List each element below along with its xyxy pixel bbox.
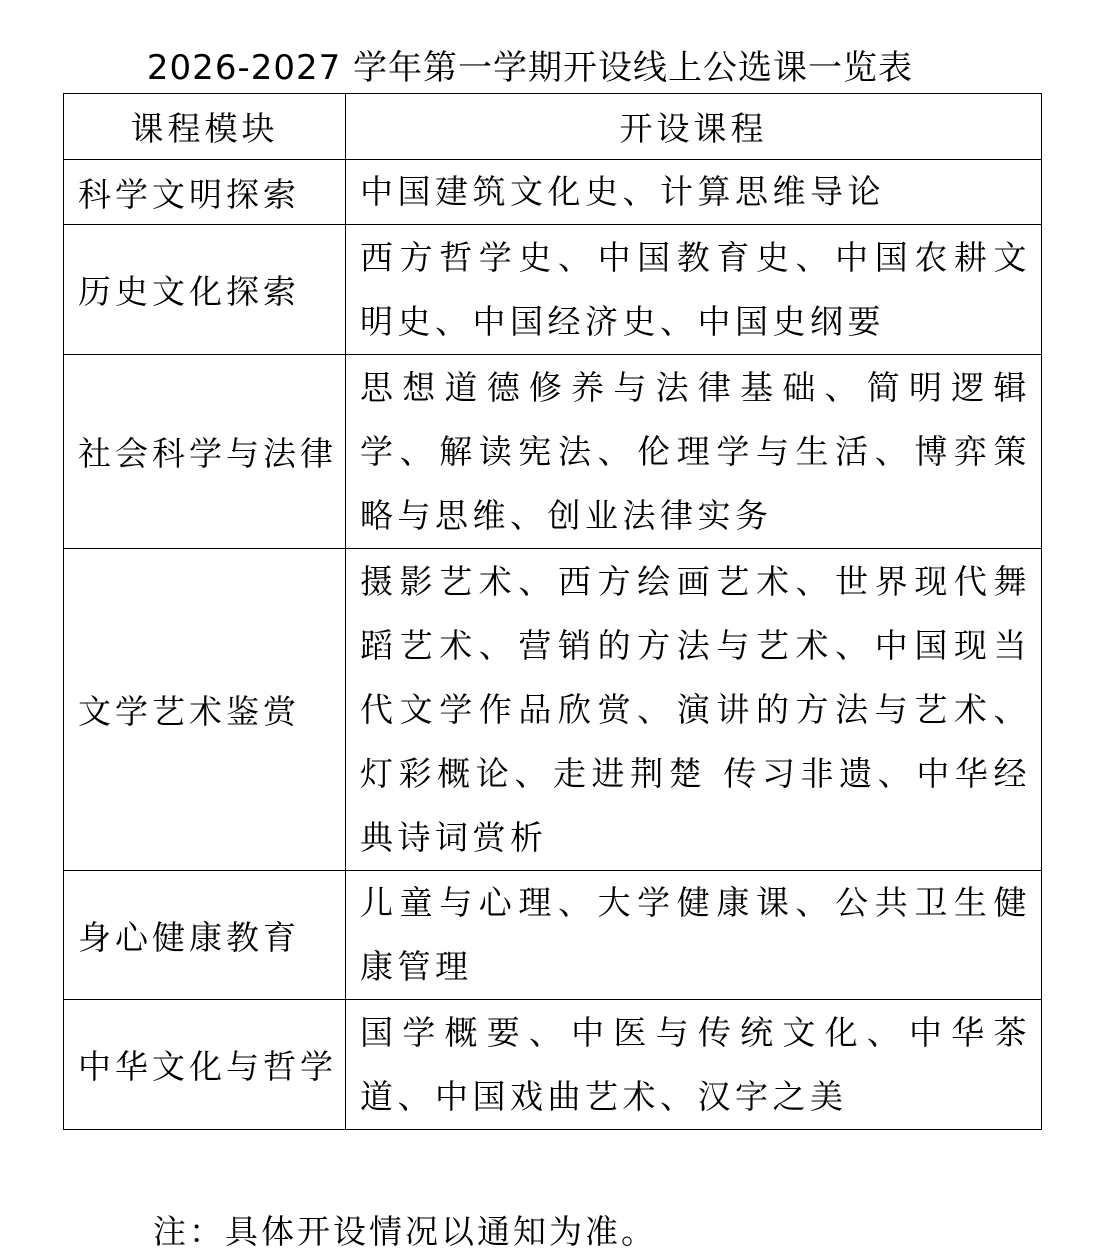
header-module: 课程模块 bbox=[64, 94, 346, 160]
courses-cell: 西方哲学史、中国教育史、中国农耕文明史、中国经济史、中国史纲要 bbox=[346, 225, 1042, 355]
table-header-row bbox=[64, 94, 1042, 160]
table-row bbox=[64, 871, 1042, 1000]
courses-cell: 国学概要、中医与传统文化、中华茶道、中国戏曲艺术、汉字之美 bbox=[346, 1000, 1042, 1130]
module-cell: 科学文明探索 bbox=[64, 160, 346, 225]
module-cell: 身心健康教育 bbox=[64, 871, 346, 1000]
courses-cell: 摄影艺术、西方绘画艺术、世界现代舞蹈艺术、营销的方法与艺术、中国现当代文学作品欣赏、演讲的方法与艺术、灯彩概论、走进荆楚 传习非遗、中华经典诗词赏析 bbox=[346, 549, 1042, 871]
table-row bbox=[64, 355, 1042, 549]
page-title: 2026-2027 学年第一学期开设线上公选课一览表 bbox=[146, 48, 914, 88]
table-row bbox=[64, 549, 1042, 871]
module-cell: 社会科学与法律 bbox=[64, 355, 346, 549]
module-cell: 历史文化探索 bbox=[64, 225, 346, 355]
table-row bbox=[64, 1000, 1042, 1130]
module-cell: 文学艺术鉴赏 bbox=[64, 549, 346, 871]
courses-cell: 儿童与心理、大学健康课、公共卫生健康管理 bbox=[346, 871, 1042, 1000]
header-courses: 开设课程 bbox=[346, 94, 1042, 160]
courses-cell: 中国建筑文化史、计算思维导论 bbox=[346, 160, 1042, 225]
table-row bbox=[64, 160, 1042, 225]
table-row bbox=[64, 225, 1042, 355]
module-cell: 中华文化与哲学 bbox=[64, 1000, 346, 1130]
courses-cell: 思想道德修养与法律基础、简明逻辑学、解读宪法、伦理学与生活、博弈策略与思维、创业法律实务 bbox=[346, 355, 1042, 549]
footnote: 注：具体开设情况以通知为准。 bbox=[153, 1212, 657, 1251]
course-table bbox=[63, 93, 1042, 1130]
